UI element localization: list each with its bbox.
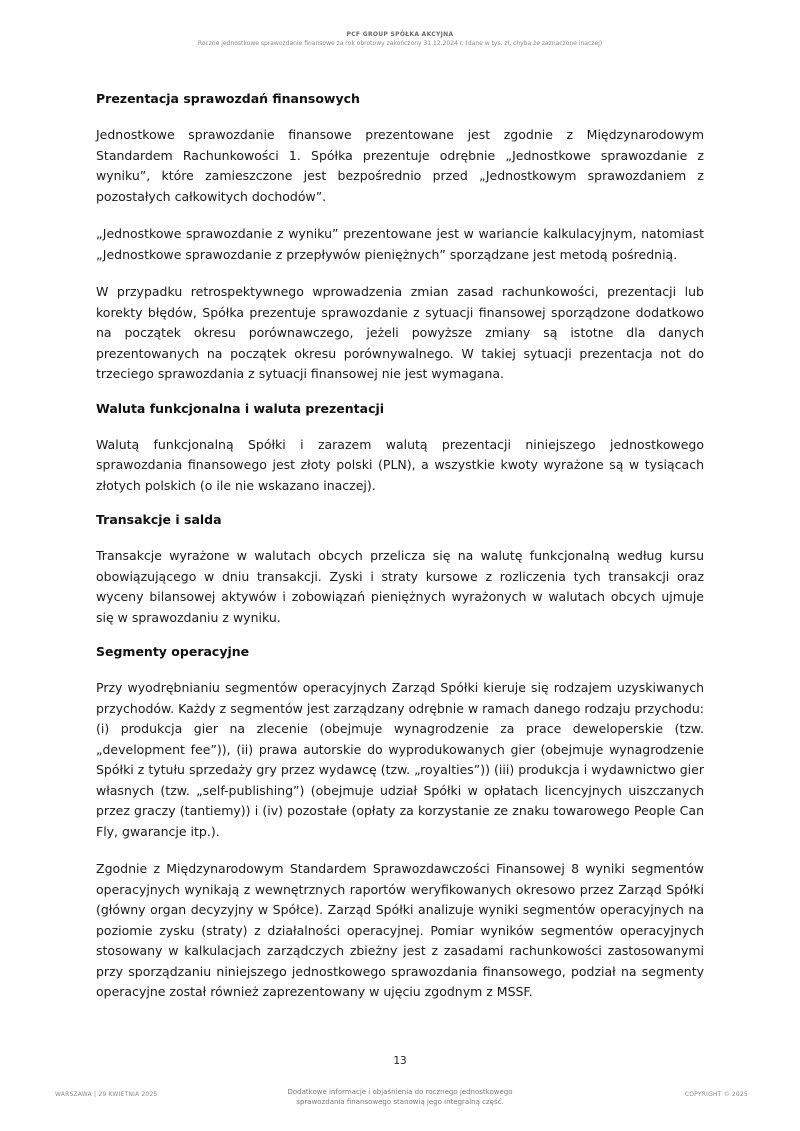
paragraph: „Jednostkowe sprawozdanie z wyniku” prezentowane jest w wariancie kalkulacyjnym, natomiast „Jednostkowe sprawozdanie z przepływów pieniężnych” sporządzane jest metodą pośrednią. [96,226,704,262]
paragraph: Jednostkowe sprawozdanie finansowe prezentowane jest zgodnie z Międzynarodowym Standardem Rachunkowości 1. Spółka prezentuje odrębnie „Jednostkowe sprawozdanie z wyniku”, które zamieszczone jest bezpośrednio przed „Jednostkowym sprawozdaniem z pozostałych całkowitych dochodów”. [96,127,704,204]
report-subtitle: Roczne jednostkowe sprawozdanie finansowe za rok obrotowy zakończony 31.12.2024 r. (dane w tys. zł, chyba że zaznaczone inaczej) [197,40,603,47]
paragraph: Transakcje wyrażone w walutach obcych przelicza się na walutę funkcjonalną według kursu obowiązującego w dniu transakcji. Zyski i straty kursowe z rozliczenia tych transakcji oraz wyceny bilansowej aktywów i zobowiązań pieniężnych wyrażonych w walutach obcych ujmuje się w sprawozdaniu z wyniku. [96,548,704,625]
page-number: 13 [393,1055,407,1067]
company-name: PCF GROUP SPÓŁKA AKCYJNA [346,31,454,38]
section-heading-transactions: Transakcje i salda [96,512,222,527]
footer-note [250,1087,550,1107]
paragraph: W przypadku retrospektywnego wprowadzenia zmian zasad rachunkowości, prezentacji lub korekty błędów, Spółka prezentuje sprawozdanie z sytuacji finansowej sporządzone dodatkowo na początek okresu porównawczego, jeżeli powyższe zmiany są istotne dla danych prezentowanych na początek okresu porównywalnego. W takiej sytuacji prezentacja not do trzeciego sprawozdania z sytuacji finansowej nie jest wymagana. [96,284,704,381]
paragraph: Przy wyodrębnianiu segmentów operacyjnych Zarząd Spółki kieruje się rodzajem uzyskiwanych przychodów. Każdy z segmentów jest zarządzany odrębnie w ramach danego rodzaju przychodu: (i) produkcja gier na zlecenie (obejmuje wynagrodzenie za prace deweloperskie (tzw. „development fee”)), (ii) prawa autorskie do wyprodukowanych gier (obejmuje wynagrodzenie Spółki z tytułu sprzedaży gry przez wydawcę (tzw. „royalties”)) (iii) produkcja i wydawnictwo gier własnych (tzw. „self-publishing”) (obejmuje udział Spółki w opłatach licencyjnych uiszczanych przez graczy (tantiemy)) i (iv) pozostałe (opłaty za korzystanie ze znaku towarowego People Can Fly, gwarancje itp.). [96,680,704,839]
section-heading-presentation: Prezentacja sprawozdań finansowych [96,91,360,106]
section-heading-currency: Waluta funkcjonalna i waluta prezentacji [96,400,385,416]
paragraph: Zgodnie z Międzynarodowym Standardem Sprawozdawczości Finansowej 8 wyniki segmentów operacyjnych wynikają z wewnętrznych raportów weryfikowanych okresowo przez Zarząd Spółki (główny organ decyzyjny w Spółce). Zarząd Spółki analizuje wyniki segmentów operacyjnych na poziomie zysku (straty) z działalności operacyjnej. Pomiar wyników segmentów operacyjnych stosowany w kalkulacjach zarządczych zbieżny jest z zasadami rachunkowości zastosowanymi przy sporządzaniu niniejszego jednostkowego sprawozdania finansowego, podział na segmenty operacyjne został również zaprezentowany w ujęciu zgodnym z MSSF. [96,861,704,999]
footer-note-line: sprawozdania finansowego stanowią jego integralną część. [296,1098,504,1106]
page-header [0,30,800,48]
footer-copyright: COPYRIGHT © 2025 [684,1091,748,1098]
section-heading-segments: Segmenty operacyjne [96,644,250,659]
document-body [96,86,704,1003]
paragraph: Walutą funkcjonalną Spółki i zarazem walutą prezentacji niniejszego jednostkowego sprawozdania finansowego jest złoty polski (PLN), a wszystkie kwoty wyrażone są w tysiącach złotych polskich (o ile nie wskazano inaczej). [96,436,704,493]
footer-note-line: Dodatkowe informacje i objaśnienia do rocznego jednostkowego [287,1088,513,1096]
footer-date: WARSZAWA | 29 KWIETNIA 2025 [55,1091,158,1098]
